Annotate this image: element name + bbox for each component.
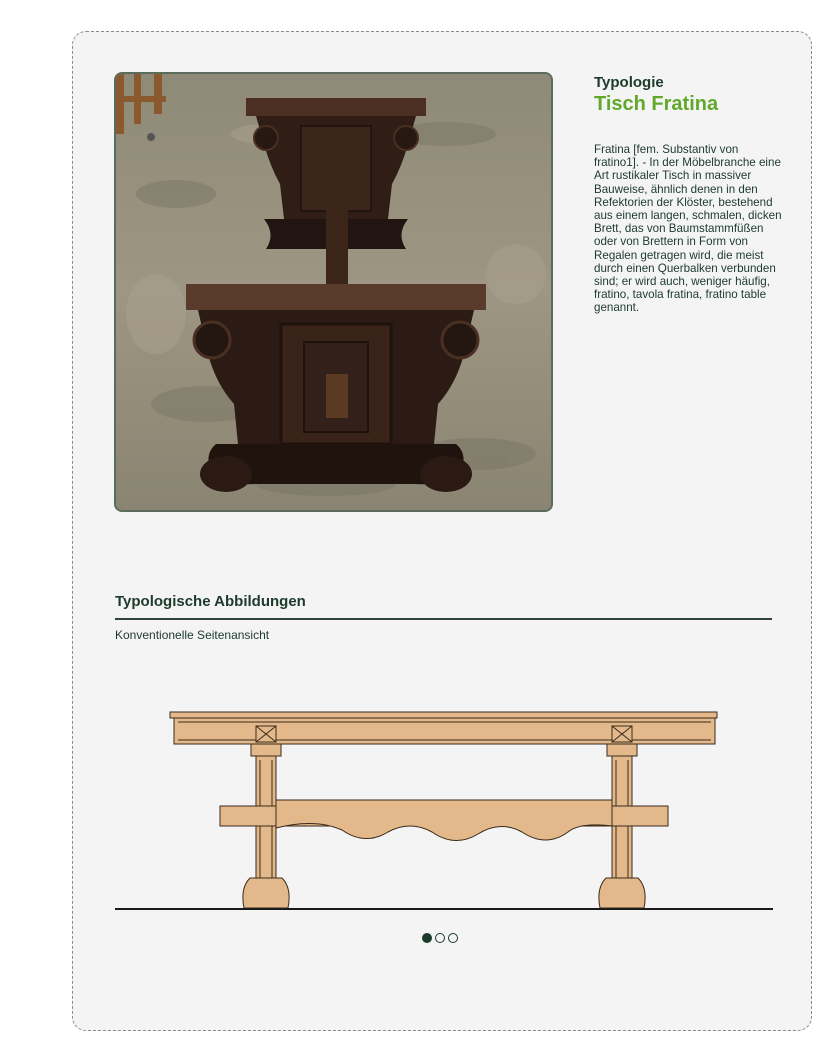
typology-label: Typologie [594,74,664,91]
illustrations-heading: Typologische Abbildungen [115,593,306,610]
section-divider [115,618,772,620]
page-title: Tisch Fratina [594,93,719,115]
carousel-dot-3[interactable] [448,933,458,943]
carousel-dot-2[interactable] [435,933,445,943]
view-caption: Konventionelle Seitenansicht [115,628,270,642]
carousel-dot-1[interactable] [422,933,432,943]
carousel-pagination [422,933,458,945]
table-base-photo [114,72,553,512]
side-view-drawing [110,700,780,917]
typology-description: Fratina [fem. Substantiv von fratino1]. - In der Möbelbranche eine Art rustikaler Tisch in massiver Bauweise, ähnlich denen in den Refektorien der Klöster, bestehend aus einem langen, schmalen, dicken Brett, das von Baumstammfüßen oder von Brettern in Form von Regalen getragen wird, die meist durch einen Querbalken verbunden sind; er wird auch, weniger häufig, fratino, tavola fratina, fratino table genannt. [594,143,782,315]
